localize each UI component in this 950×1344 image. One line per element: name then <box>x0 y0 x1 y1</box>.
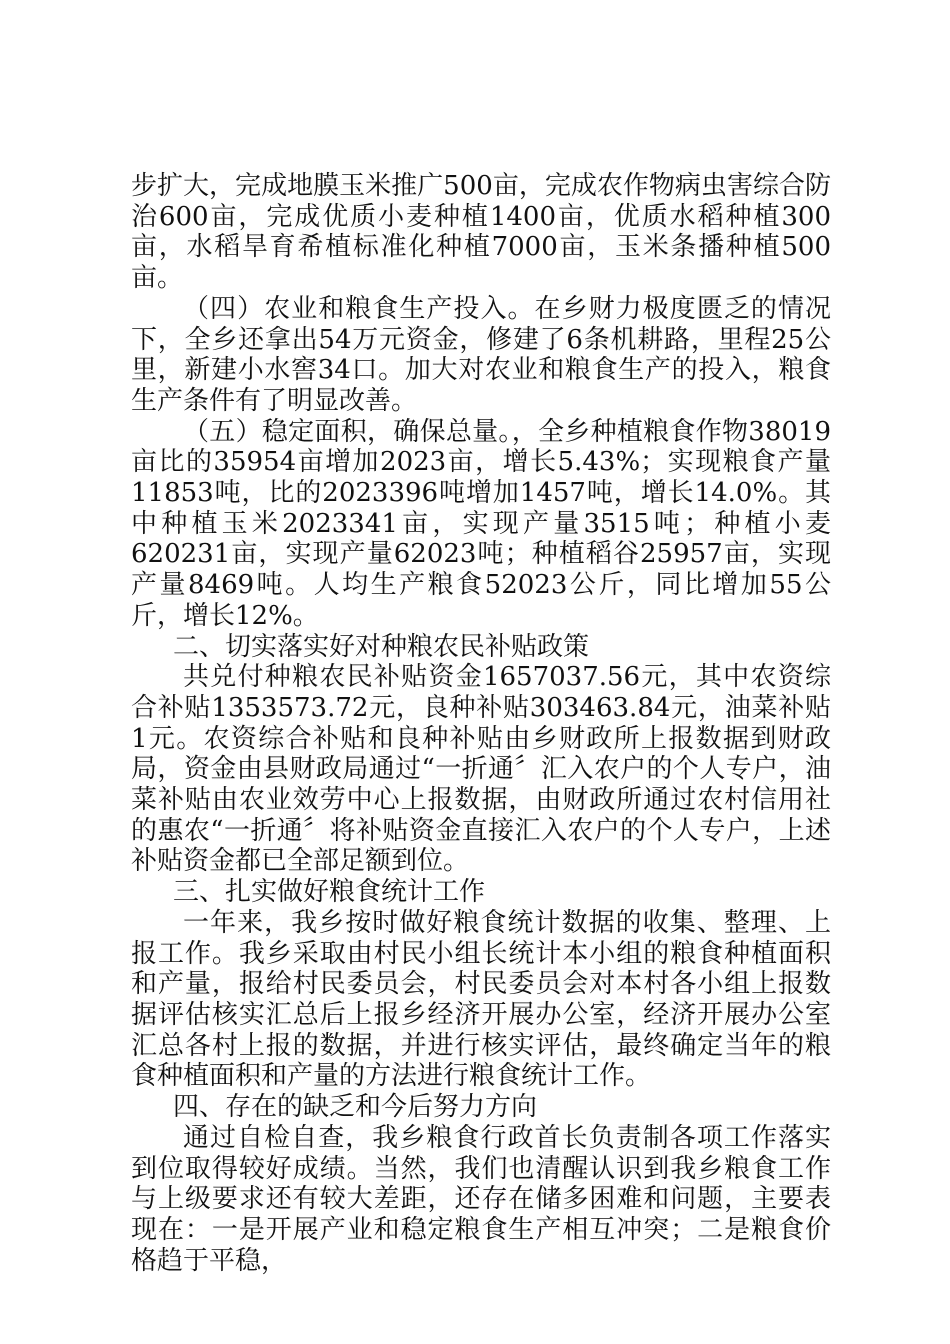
heading-subsidy-policy: 二、切实落实好对种粮农民补贴政策 <box>173 631 590 662</box>
heading-shortcomings: 四、存在的缺乏和今后努力方向 <box>173 1092 538 1123</box>
heading-grain-statistics: 三、扎实做好粮食统计工作 <box>173 877 486 908</box>
paragraph-statistics-work: 一年来，我乡按时做好粮食统计数据的收集、整理、上报工作。我乡采取由村民小组长统计本小组的粮食种植面积和产量，报给村民委员会，村民委员会对本村各小组上报数据评估核实汇总后上报乡经济开展办公室，经济开展办公室汇总各村上报的数据，并进行核实评估，最终确定当年的粮食种植面积和产量的方法进行粮食统计工作。 <box>131 907 831 1092</box>
paragraph-section-4-investment: （四）农业和粮食生产投入。在乡财力极度匮乏的情况下，全乡还拿出54万元资金，修建了6条机耕路，里程25公里，新建小水窖34口。加大对农业和粮食生产的投入，粮食生产条件有了明显改善。 <box>131 293 831 416</box>
document-page <box>131 171 831 1276</box>
paragraph-section-5-area: （五）稳定面积，确保总量。，全乡种植粮食作物38019亩比的35954亩增加2023亩，增长5.43%；实现粮食产量11853吨，比的2023396吨增加1457吨，增长14.0%。其中种植玉米2023341亩，实现产量3515吨；种植小麦620231亩，实现产量62023吨；种植稻谷25957亩，实现产量8469吨。人均生产粮食52023公斤，同比增加55公斤，增长12%。 <box>131 416 831 631</box>
paragraph-subsidy-details: 共兑付种粮农民补贴资金1657037.56元，其中农资综合补贴1353573.72元，良种补贴303463.84元，油菜补贴1元。农资综合补贴和良种补贴由乡财政所上报数据到财政局，资金由县财政局通过“一折通〞汇入农户的个人专户，油菜补贴由农业效劳中心上报数据，由财政所通过农村信用社的惠农“一折通〞将补贴资金直接汇入农户的个人专户，上述补贴资金都已全部足额到位。 <box>131 662 831 877</box>
paragraph-farming-results: 步扩大，完成地膜玉米推广500亩，完成农作物病虫害综合防治600亩，完成优质小麦种植1400亩，优质水稻种植300亩，水稻旱育希植标准化种植7000亩，玉米条播种植500亩。 <box>131 171 831 294</box>
paragraph-shortcomings: 通过自检自查，我乡粮食行政首长负责制各项工作落实到位取得较好成绩。当然，我们也清醒认识到我乡粮食工作与上级要求还有较大差距，还存在储多困难和问题，主要表现在：一是开展产业和稳定粮食生产相互冲突；二是粮食价格趋于平稳， <box>131 1122 831 1276</box>
